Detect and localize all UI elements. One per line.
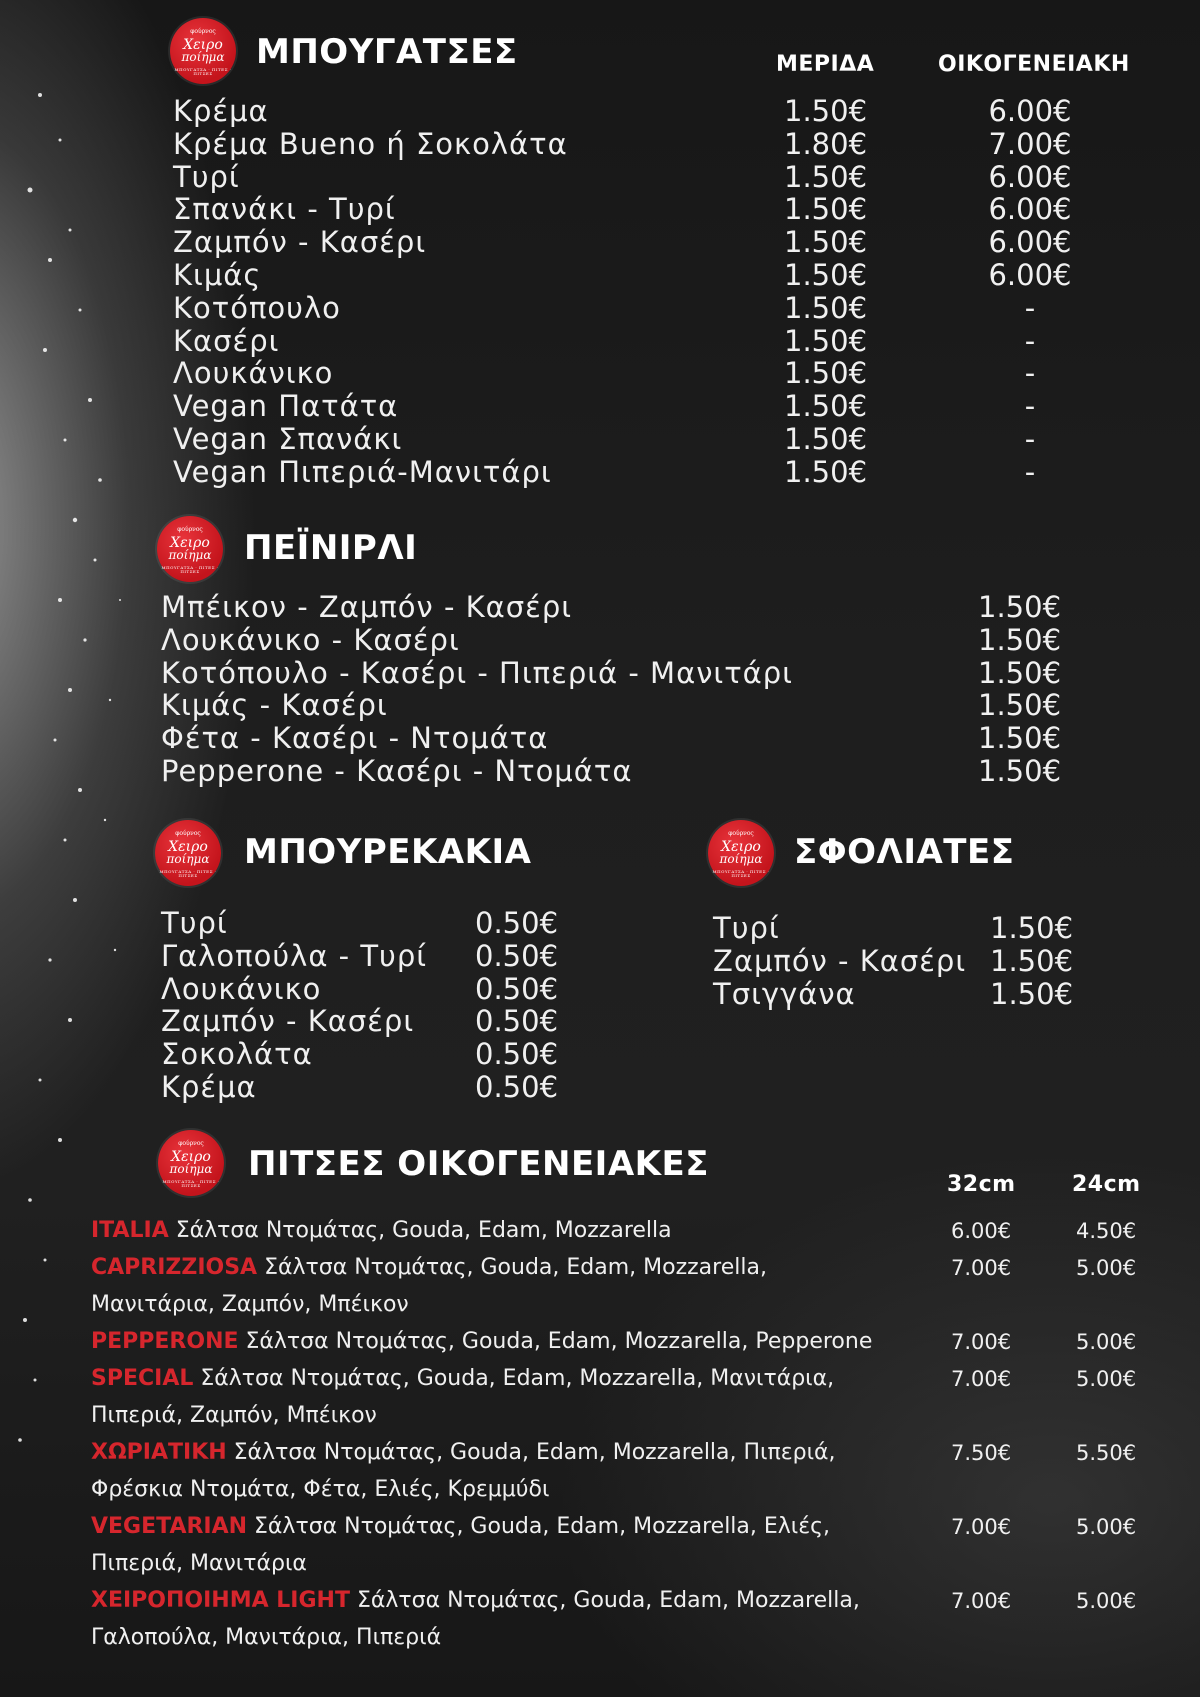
- price: 0.50€: [475, 971, 559, 1006]
- menu-item-name: Κοτόπουλο - Κασέρι - Πιπεριά - Μανιτάρι: [161, 655, 793, 690]
- menu-item-name: Κιμάς: [173, 258, 262, 292]
- pizza-name: SPECIAL: [91, 1366, 194, 1391]
- pizza-ingredients: Σάλτσα Ντομάτας, Gouda, Edam, Mozzarella, Μανιτάρια,: [193, 1366, 835, 1391]
- price: 0.50€: [475, 906, 559, 940]
- section-title-bougatses: ΜΠΟΥΓΑΤΣΕΣ: [256, 32, 518, 72]
- pizza-ingredients: Σάλτσα Ντομάτας, Gouda, Edam, Mozzarella,: [257, 1255, 767, 1280]
- menu-item-name: Τυρί: [161, 906, 228, 940]
- price: 0.50€: [475, 1070, 559, 1104]
- price-24cm: 5.00€: [1076, 1330, 1137, 1354]
- pizza-description-line: [91, 1582, 941, 1619]
- price-24cm: 5.00€: [1076, 1367, 1137, 1391]
- price-24cm: 5.00€: [1076, 1515, 1137, 1539]
- pizza-name: CAPRIZZIOSA: [91, 1255, 258, 1280]
- price-32cm: 7.00€: [951, 1367, 1012, 1391]
- pizza-ingredients-continued: Πιπεριά, Μανιτάρια: [91, 1551, 307, 1576]
- price: 1.50€: [978, 754, 1062, 788]
- price-32cm: 7.00€: [951, 1515, 1012, 1539]
- price-family: -: [1024, 454, 1036, 489]
- price-portion: 1.50€: [784, 389, 868, 424]
- price-portion: 1.80€: [784, 126, 868, 161]
- price-family: -: [1024, 422, 1036, 456]
- price: 0.50€: [475, 1004, 559, 1039]
- logo-text: φούρνος: [190, 28, 216, 35]
- menu-item-name: Τσιγγάνα: [713, 976, 856, 1011]
- menu-item-name: Vegan Σπανάκι: [173, 422, 403, 456]
- column-header-24cm: 24cm: [1072, 1172, 1141, 1197]
- price-portion: 1.50€: [784, 94, 868, 128]
- price-portion: 1.50€: [784, 192, 868, 227]
- logo-badge: [158, 1130, 224, 1196]
- price-24cm: 5.50€: [1076, 1441, 1137, 1465]
- pizza-ingredients: Σάλτσα Ντομάτας, Gouda, Edam, Mozzarella, Πιπεριά,: [226, 1440, 836, 1465]
- pizza-name: ITALIA: [91, 1218, 169, 1243]
- price: 1.50€: [978, 655, 1062, 690]
- menu-item-name: Ζαμπόν - Κασέρι: [161, 1004, 415, 1039]
- price: 1.50€: [978, 622, 1062, 657]
- pizza-ingredients-continued: Μανιτάρια, Ζαμπόν, Μπέικον: [91, 1292, 409, 1317]
- menu-item-name: Σπανάκι - Τυρί: [173, 192, 396, 227]
- menu-item-name: Ζαμπόν - Κασέρι: [173, 225, 427, 260]
- menu-item-name: Vegan Πιπεριά-Μανιτάρι: [173, 454, 552, 489]
- pizza-item: [91, 1434, 941, 1508]
- price-24cm: 5.00€: [1076, 1256, 1137, 1280]
- menu-item-name: Λουκάνικο: [173, 356, 334, 391]
- logo-text: ποίημα: [169, 1162, 213, 1176]
- logo-badge: [155, 820, 221, 886]
- price-family: -: [1024, 290, 1036, 325]
- section-title-bourekakia: ΜΠΟΥΡΕΚΑΚΙΑ: [244, 832, 532, 872]
- price: 1.50€: [978, 721, 1062, 756]
- price-32cm: 7.00€: [951, 1589, 1012, 1613]
- logo-text: ποίημα: [181, 50, 225, 64]
- menu-item-name: Γαλοπούλα - Τυρί: [161, 938, 428, 973]
- pizza-ingredients: Σάλτσα Ντομάτας, Gouda, Edam, Mozzarella, Pepperone: [238, 1329, 873, 1354]
- price-portion: 1.50€: [784, 454, 868, 489]
- logo-text: Χειρο: [721, 839, 761, 855]
- logo-badge: [157, 516, 223, 582]
- pizza-item: [91, 1360, 941, 1434]
- pizza-description-line: [91, 1360, 941, 1397]
- price: 1.50€: [990, 943, 1074, 978]
- pizza-description-line: [91, 1212, 941, 1249]
- pizza-ingredients: Σάλτσα Ντομάτας, Gouda, Edam, Mozzarella: [168, 1218, 672, 1243]
- price-family: 7.00€: [988, 126, 1072, 161]
- menu-item-name: Pepperone - Κασέρι - Ντομάτα: [161, 754, 633, 788]
- logo-text: φούρνος: [178, 1140, 204, 1147]
- logo-text: ΜΠΟΥΓΑΤΣΑ · ΠΙΤΕΣ · ΠΙΤΣΕΣ: [161, 565, 219, 574]
- price: 1.50€: [978, 590, 1062, 624]
- section-title-sfoliates: ΣΦΟΛΙΑΤΕΣ: [794, 832, 1015, 872]
- price: 1.50€: [990, 976, 1074, 1011]
- menu-item-name: Τυρί: [173, 159, 240, 194]
- price: 1.50€: [990, 911, 1074, 945]
- logo-text: ΜΠΟΥΓΑΤΣΑ · ΠΙΤΕΣ · ΠΙΤΣΕΣ: [159, 869, 217, 878]
- price-family: -: [1024, 356, 1036, 391]
- pizza-ingredients-continued: Πιπεριά, Ζαμπόν, Μπέικον: [91, 1403, 377, 1428]
- column-header-family: ΟΙΚΟΓΕΝΕΙΑΚΗ: [938, 52, 1130, 77]
- logo-text: ποίημα: [719, 852, 763, 866]
- pizza-description-line: [91, 1434, 941, 1471]
- price-family: 6.00€: [988, 258, 1072, 292]
- menu-item-name: Κρέμα: [173, 94, 269, 128]
- price-portion: 1.50€: [784, 323, 868, 358]
- pizza-ingredients: Σάλτσα Ντομάτας, Gouda, Edam, Mozzarella, Ελιές,: [247, 1514, 831, 1539]
- price-portion: 1.50€: [784, 356, 868, 391]
- price: 0.50€: [475, 938, 559, 973]
- logo-text: ΜΠΟΥΓΑΤΣΑ · ΠΙΤΕΣ · ΠΙΤΣΕΣ: [174, 67, 232, 76]
- price-family: 6.00€: [988, 94, 1072, 128]
- logo-text: ΜΠΟΥΓΑΤΣΑ · ΠΙΤΕΣ · ΠΙΤΣΕΣ: [712, 869, 770, 878]
- logo-text: Χειρο: [168, 839, 208, 855]
- pizza-item: [91, 1249, 941, 1323]
- pizza-name: VEGETARIAN: [91, 1514, 248, 1539]
- price-32cm: 7.00€: [951, 1256, 1012, 1280]
- pizza-name: ΧΩΡΙΑΤΙΚΗ: [91, 1440, 227, 1465]
- menu-item-name: Σοκολάτα: [161, 1037, 313, 1072]
- pizza-ingredients-continued: Φρέσκια Ντομάτα, Φέτα, Ελιές, Κρεμμύδι: [91, 1477, 550, 1502]
- menu-item-name: Φέτα - Κασέρι - Ντομάτα: [161, 721, 549, 756]
- menu-item-name: Μπέικον - Ζαμπόν - Κασέρι: [161, 590, 573, 624]
- pizza-description-line: [91, 1508, 941, 1545]
- logo-text: Χειρο: [171, 1149, 211, 1165]
- price-32cm: 7.00€: [951, 1330, 1012, 1354]
- price-portion: 1.50€: [784, 225, 868, 260]
- logo-text: ποίημα: [166, 852, 210, 866]
- price-portion: 1.50€: [784, 159, 868, 194]
- pizza-item: [91, 1508, 941, 1582]
- price-portion: 1.50€: [784, 290, 868, 325]
- menu-item-name: Ζαμπόν - Κασέρι: [713, 943, 967, 978]
- logo-text: Χειρο: [170, 535, 210, 551]
- price-32cm: 6.00€: [951, 1219, 1012, 1243]
- menu-item-name: Λουκάνικο - Κασέρι: [161, 622, 460, 657]
- pizza-description-line: [91, 1323, 941, 1360]
- pizza-ingredients: Σάλτσα Ντομάτας, Gouda, Edam, Mozzarella,: [349, 1588, 860, 1613]
- menu-item-name: Τυρί: [713, 911, 780, 945]
- price-family: -: [1024, 389, 1036, 424]
- menu-item-name: Λουκάνικο: [161, 971, 322, 1006]
- pizza-ingredients-continued: Γαλοπούλα, Μανιτάρια, Πιπεριά: [91, 1625, 442, 1650]
- pizza-item: [91, 1323, 941, 1360]
- price-portion: 1.50€: [784, 258, 868, 292]
- price: 0.50€: [475, 1037, 559, 1072]
- logo-text: ΜΠΟΥΓΑΤΣΑ · ΠΙΤΕΣ · ΠΙΤΣΕΣ: [162, 1179, 220, 1188]
- menu-item-name: Κασέρι: [173, 323, 280, 358]
- price-24cm: 4.50€: [1076, 1219, 1137, 1243]
- logo-text: φούρνος: [728, 830, 754, 837]
- menu-item-name: Κοτόπουλο: [173, 290, 341, 325]
- price-portion: 1.50€: [784, 422, 868, 456]
- logo-text: Χειρο: [183, 37, 223, 53]
- price-24cm: 5.00€: [1076, 1589, 1137, 1613]
- pizza-name: PEPPERONE: [91, 1329, 239, 1354]
- menu-item-name: Κρέμα: [161, 1070, 257, 1104]
- section-title-peinirli: ΠΕΪΝΙΡΛΙ: [244, 528, 418, 568]
- price-family: 6.00€: [988, 192, 1072, 227]
- column-header-32cm: 32cm: [947, 1172, 1016, 1197]
- pizza-item: [91, 1212, 941, 1249]
- pizza-name: ΧΕΙΡΟΠΟΙΗΜΑ LIGHT: [91, 1588, 350, 1613]
- logo-badge: [708, 820, 774, 886]
- logo-text: ποίημα: [168, 548, 212, 562]
- price-32cm: 7.50€: [951, 1441, 1012, 1465]
- price-family: 6.00€: [988, 225, 1072, 260]
- logo-badge: [170, 18, 236, 84]
- logo-text: φούρνος: [177, 526, 203, 533]
- price-family: 6.00€: [988, 159, 1072, 194]
- pizza-description-line: [91, 1249, 941, 1286]
- menu-item-name: Κρέμα Bueno ή Σοκολάτα: [173, 126, 568, 161]
- menu-item-name: Κιμάς - Κασέρι: [161, 688, 388, 723]
- column-header-portion: ΜΕΡΙΔΑ: [776, 52, 875, 77]
- pizza-item: [91, 1582, 941, 1656]
- logo-text: φούρνος: [175, 830, 201, 837]
- menu-item-name: Vegan Πατάτα: [173, 389, 399, 424]
- price-family: -: [1024, 323, 1036, 358]
- section-title-pizzas: ΠΙΤΣΕΣ ΟΙΚΟΓΕΝΕΙΑΚΕΣ: [248, 1144, 709, 1184]
- price: 1.50€: [978, 688, 1062, 723]
